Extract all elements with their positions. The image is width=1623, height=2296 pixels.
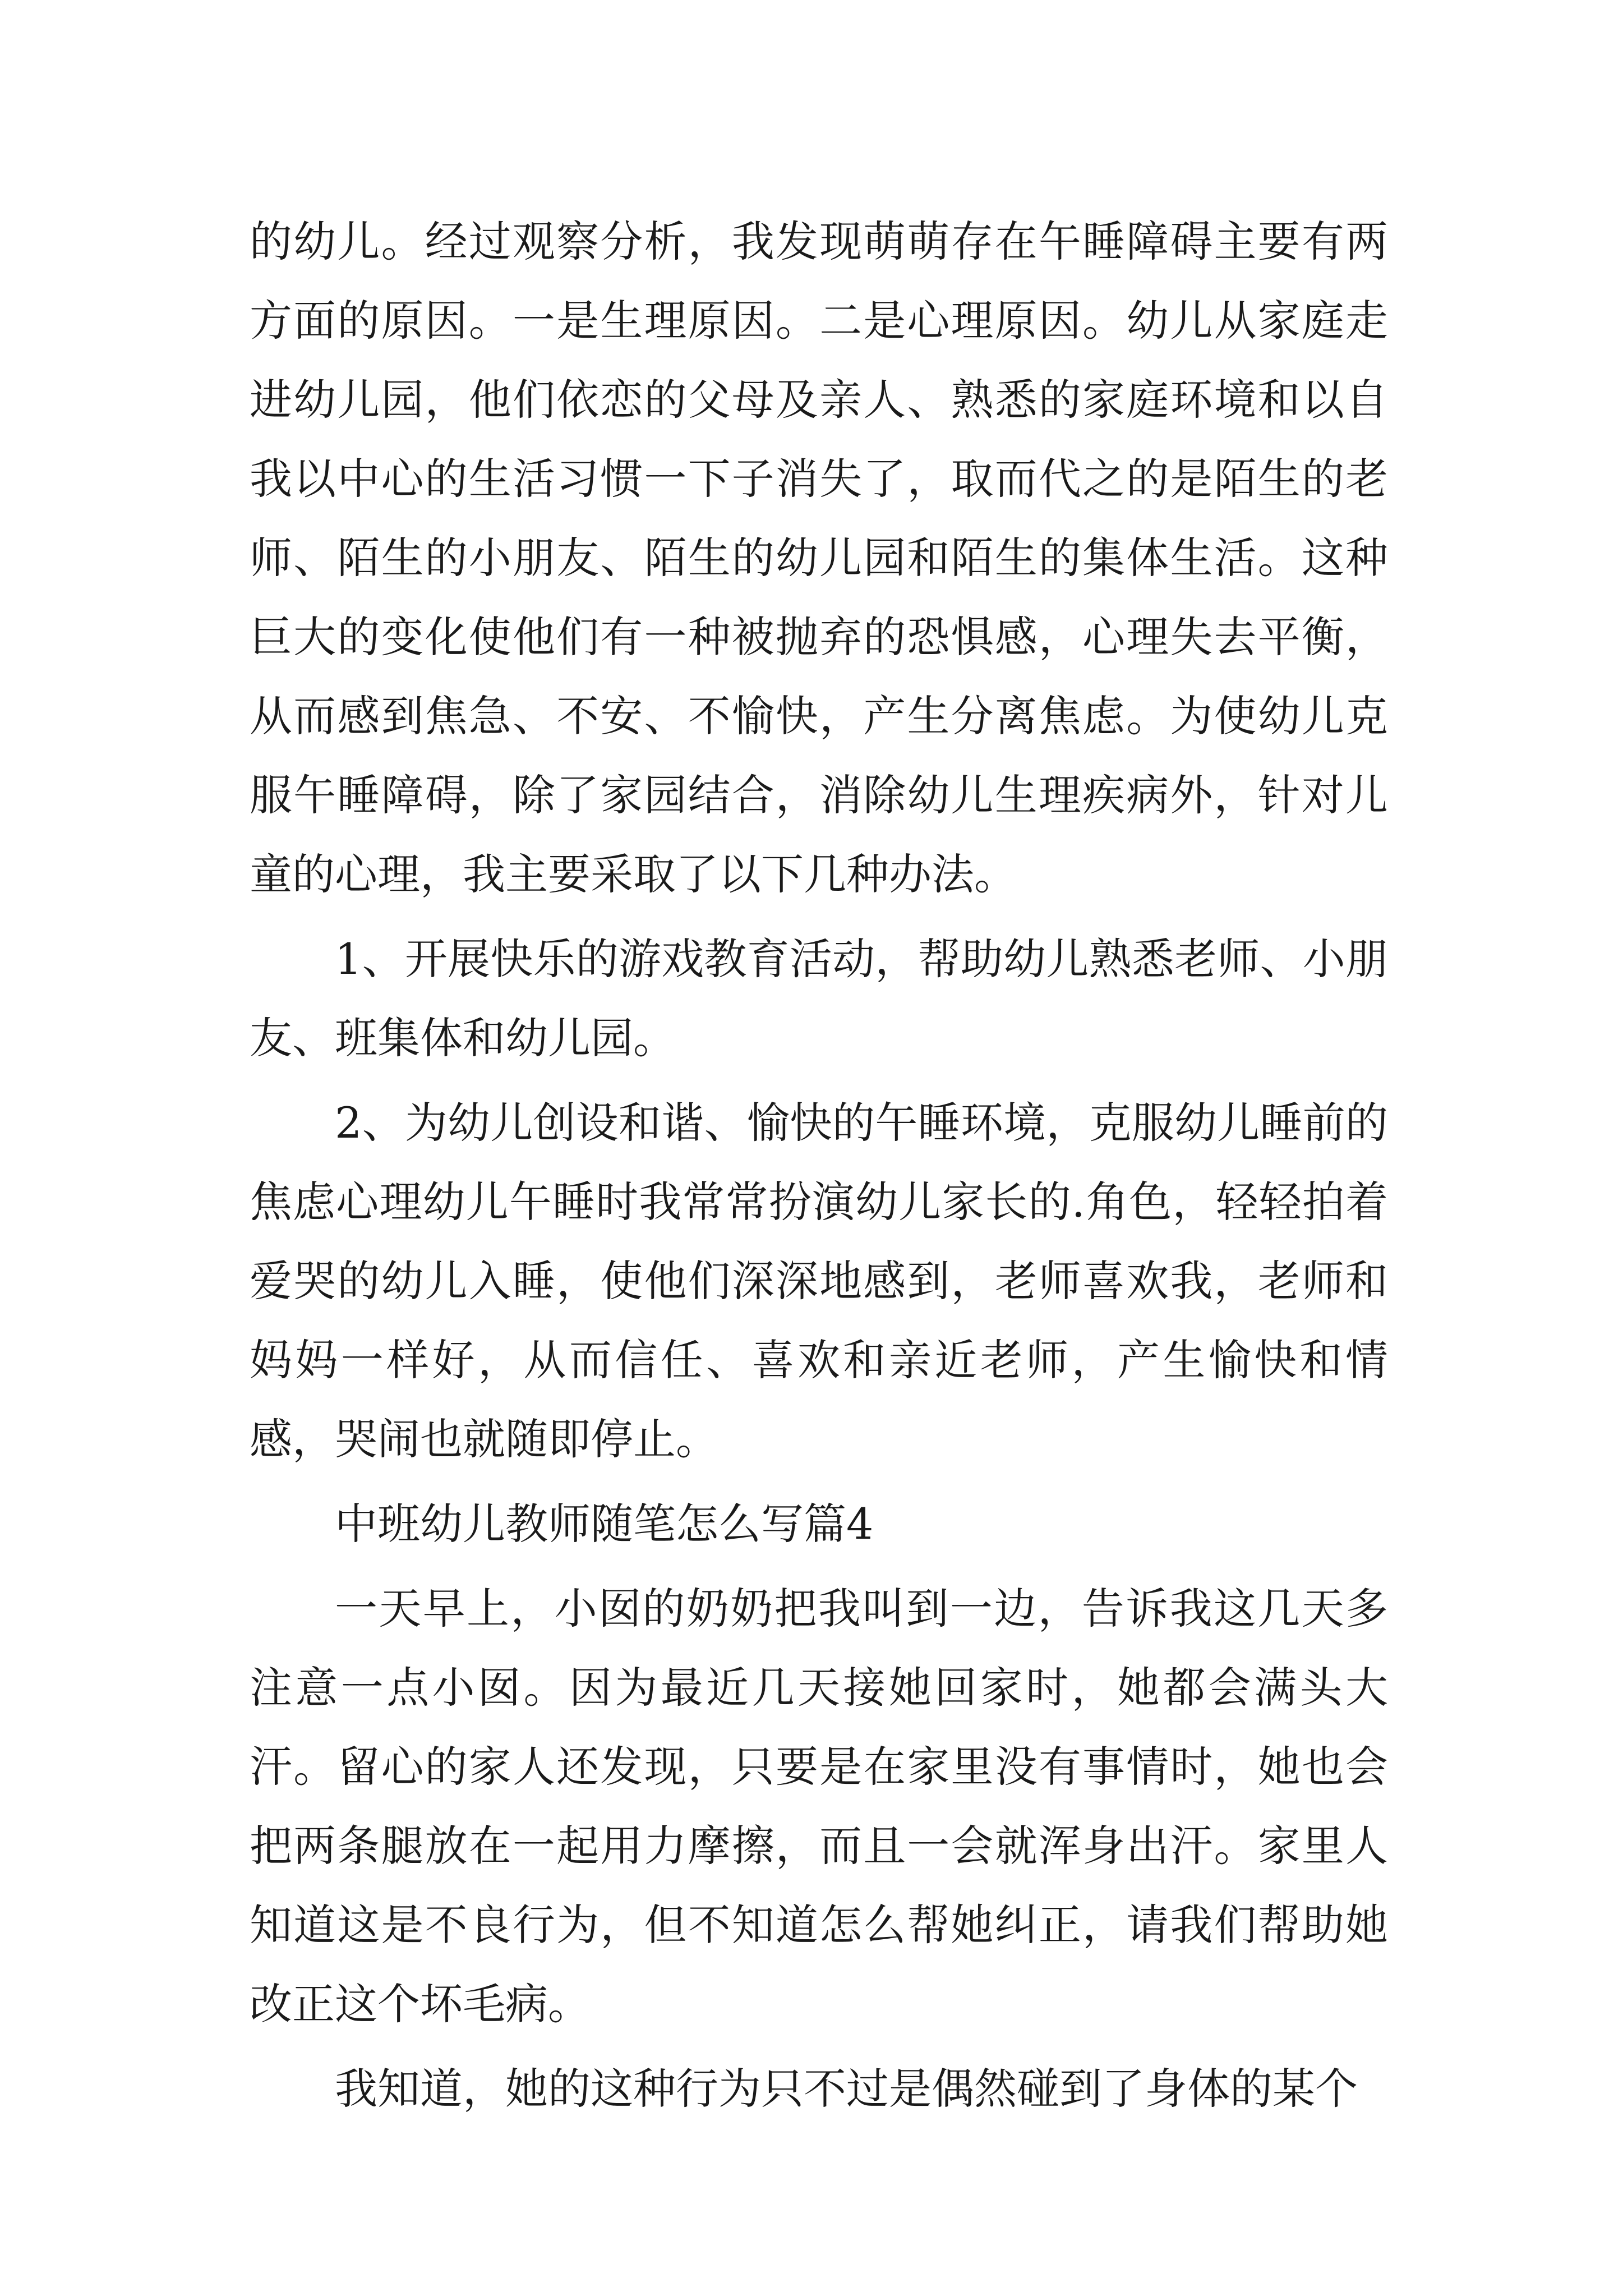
paragraph-story-1: 一天早上，小囡的奶奶把我叫到一边，告诉我这几天多注意一点小囡。因为最近几天接她回家时，她都会满头大汗。留心的家人还发现，只要是在家里没有事情时，她也会把两条腿放在一起用力摩擦，而且一会就浑身出汗。家里人知道这是不良行为，但不知道怎么帮她纠正，请我们帮助她改正这个坏毛病。 — [250, 1584, 1388, 2029]
paragraph-continued: 的幼儿。经过观察分析，我发现萌萌存在午睡障碍主要有两方面的原因。一是生理原因。二是心理原因。幼儿从家庭走进幼儿园，他们依恋的父母及亲人、熟悉的家庭环境和以自我以中心的生活习惯一下子消失了，取而代之的是陌生的老师、陌生的小朋友、陌生的幼儿园和陌生的集体生活。这种巨大的变化使他们有一种被抛弃的恐惧感，心理失去平衡，从而感到焦急、不安、不愉快，产生分离焦虑。为使幼儿克服午睡障碍，除了家园结合，消除幼儿生理疾病外，针对儿童的心理，我主要采取了以下几种办法。 — [250, 217, 1388, 899]
paragraph-method-2: 2、为幼儿创设和谐、愉快的午睡环境，克服幼儿睡前的焦虑心理幼儿午睡时我常常扮演幼儿家长的.角色，轻轻拍着爱哭的幼儿入睡，使他们深深地感到，老师喜欢我，老师和妈妈一样好，从而信任、喜欢和亲近老师，产生愉快和情感，哭闹也就随即停止。 — [250, 1098, 1388, 1464]
paragraph-story-2: 我知道，她的这种行为只不过是偶然碰到了身体的某个 — [335, 2064, 1358, 2114]
paragraph-method-1: 1、开展快乐的游戏教育活动，帮助幼儿熟悉老师、小朋友、班集体和幼儿园。 — [250, 934, 1388, 1063]
body-text — [250, 202, 1388, 2134]
section-heading: 中班幼儿教师随笔怎么写篇4 — [335, 1499, 874, 1549]
